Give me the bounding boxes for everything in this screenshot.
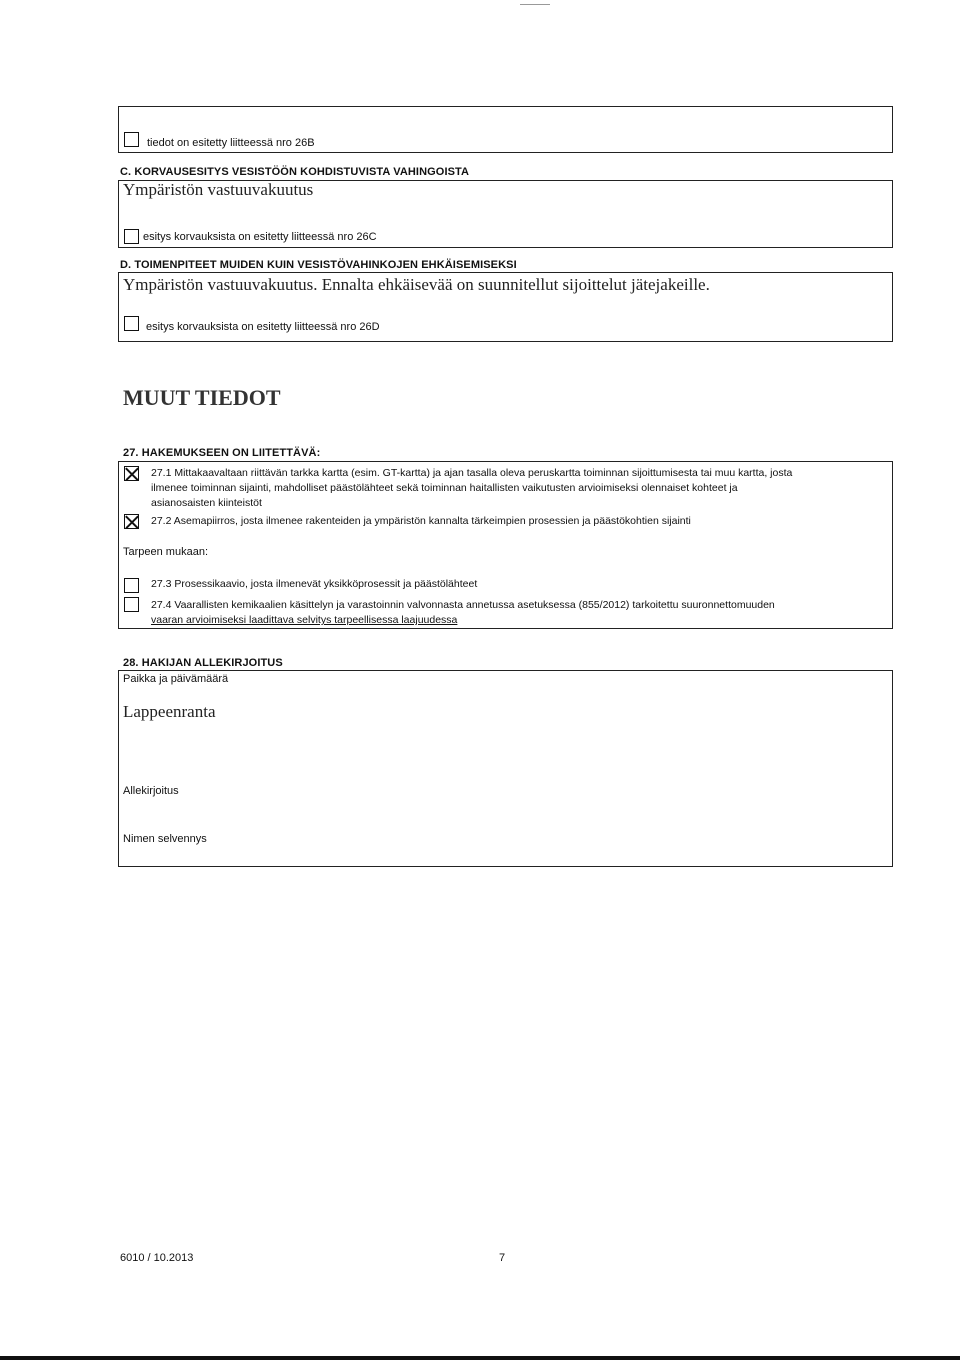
checkbox-27-4[interactable]: [124, 597, 139, 612]
section-28-heading: 28. HAKIJAN ALLEKIRJOITUS: [123, 657, 283, 669]
item-27-4-line1: 27.4 Vaarallisten kemikaalien käsittelyn ja varastoinnin valvonnasta annetussa asetuksessa (855/2012) tarkoitettu suuronnettomuuden: [151, 599, 775, 611]
section-28-box: [118, 670, 893, 867]
checkbox-27-3[interactable]: [124, 578, 139, 593]
form-code: 6010 / 10.2013: [120, 1252, 194, 1264]
item-27-1-text: [151, 466, 891, 511]
item-27-1-line3: asianosaisten kiinteistöt: [151, 497, 262, 509]
section-d-answer: Ympäristön vastuuvakuutus. Ennalta ehkäisevää on suunnitellut sijoittelut jätejakeille.: [123, 275, 710, 294]
item-27-1-line1: 27.1 Mittakaavaltaan riittävän tarkka kartta (esim. GT-kartta) ja ajan tasalla oleva peruskartta toiminnan sijoittumisesta tai muu kartta, josta: [151, 467, 793, 479]
section-27-heading: 27. HAKEMUKSEEN ON LIITETTÄVÄ:: [123, 447, 321, 459]
item-27-2-text: 27.2 Asemapiirros, josta ilmenee rakenteiden ja ympäristön kannalta tärkeimpien prosessien ja päästökohtien sijainti: [151, 515, 691, 527]
checkbox-26c[interactable]: [124, 229, 139, 244]
checkbox-27-2[interactable]: [124, 514, 139, 529]
page-number: 7: [499, 1252, 506, 1264]
top-edge-mark: [520, 4, 550, 5]
tarpeen-mukaan-label: Tarpeen mukaan:: [123, 546, 208, 558]
section-c-answer: Ympäristön vastuuvakuutus: [123, 180, 314, 199]
name-clarification-label: Nimen selvennys: [123, 833, 207, 845]
signature-label: Allekirjoitus: [123, 785, 179, 797]
checkbox-26b[interactable]: [124, 132, 139, 147]
item-27-4-line2: vaaran arvioimiseksi laadittava selvitys tarpeellisessa laajuudessa: [151, 614, 458, 626]
muut-tiedot-title: MUUT TIEDOT: [123, 385, 281, 410]
place-date-label: Paikka ja päivämäärä: [123, 673, 229, 685]
checkbox-26d[interactable]: [124, 316, 139, 331]
bottom-edge-line: [0, 1356, 960, 1360]
checkbox-26b-label: tiedot on esitetty liitteessä nro 26B: [147, 137, 315, 149]
item-27-1-line2: ilmenee toiminnan sijainti, mahdolliset päästölähteet sekä toiminnan haitallisten vaikutusten arvioimiseksi olennaiset kohteet ja: [151, 482, 738, 494]
checkbox-26c-label: esitys korvauksista on esitetty liitteessä nro 26C: [143, 231, 377, 243]
checkbox-27-1[interactable]: [124, 466, 139, 481]
section-c-heading: C. KORVAUSESITYS VESISTÖÖN KOHDISTUVISTA VAHINGOISTA: [120, 166, 470, 178]
checkbox-26d-label: esitys korvauksista on esitetty liitteessä nro 26D: [146, 321, 380, 333]
item-27-4-text: [151, 598, 891, 628]
item-27-3-text: 27.3 Prosessikaavio, josta ilmenevät yksikköprosessit ja päästölähteet: [151, 578, 478, 590]
section-d-heading: D. TOIMENPITEET MUIDEN KUIN VESISTÖVAHINKOJEN EHKÄISEMISEKSI: [120, 259, 517, 271]
place-value[interactable]: Lappeenranta: [123, 702, 216, 721]
